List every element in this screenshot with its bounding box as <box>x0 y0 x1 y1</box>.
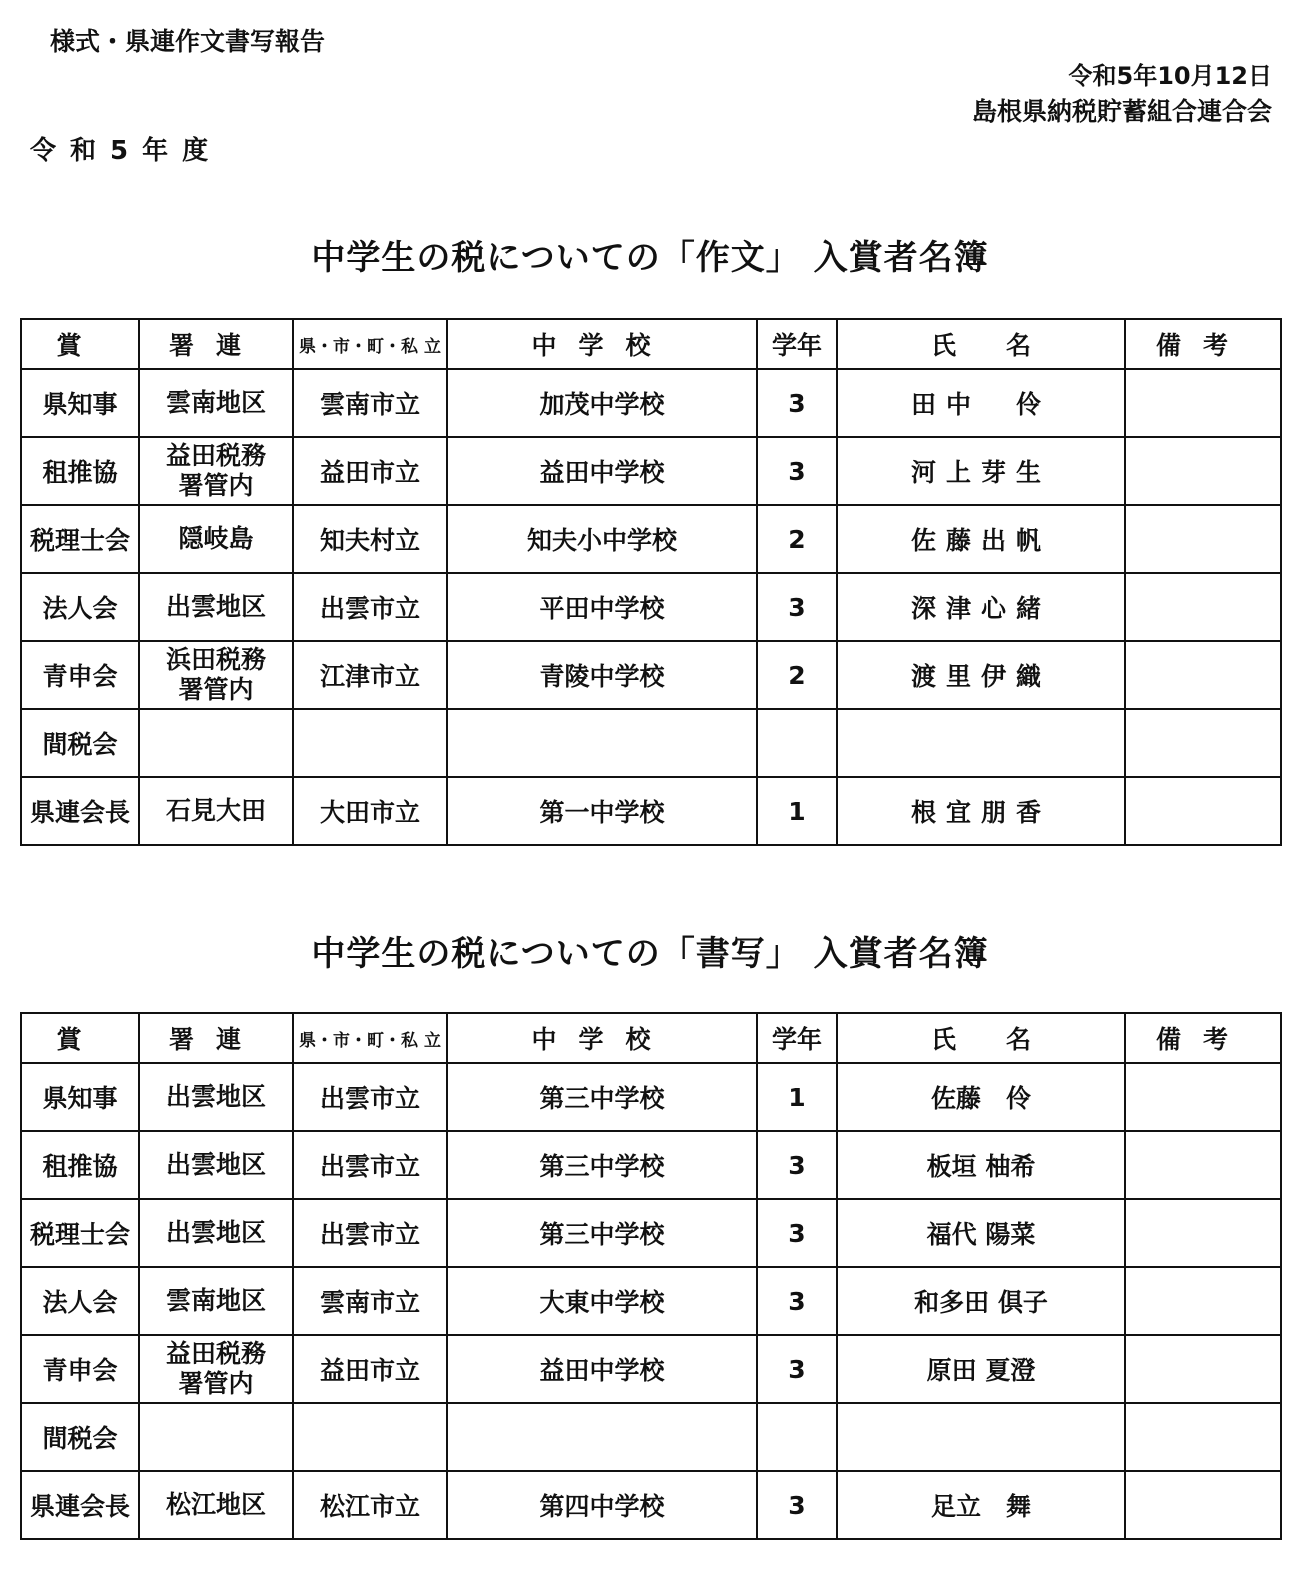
award-cell: 租推協 <box>21 437 139 505</box>
school-type-cell <box>293 709 447 777</box>
remarks-cell <box>1125 1335 1281 1403</box>
school-cell: 大東中学校 <box>447 1267 757 1335</box>
branch-cell <box>139 709 293 777</box>
table-header-row <box>21 319 1281 369</box>
column-header-grade: 学年 <box>757 319 837 369</box>
award-cell: 租推協 <box>21 1131 139 1199</box>
award-cell: 県知事 <box>21 1063 139 1131</box>
column-header-name: 氏 名 <box>837 319 1125 369</box>
branch-cell <box>139 573 293 641</box>
table-row <box>21 1267 1281 1335</box>
school-cell: 第三中学校 <box>447 1131 757 1199</box>
column-header-school-type: 県・市・町・私 立 <box>293 319 447 369</box>
school-type-cell: 出雲市立 <box>293 1063 447 1131</box>
branch-cell <box>139 1267 293 1335</box>
school-cell: 第一中学校 <box>447 777 757 845</box>
name-cell <box>837 709 1125 777</box>
table-row <box>21 437 1281 505</box>
school-type-cell: 益田市立 <box>293 1335 447 1403</box>
grade-cell <box>757 709 837 777</box>
calligraphy-winners-table <box>20 1012 1282 1540</box>
grade-cell: 3 <box>757 1199 837 1267</box>
school-type-cell: 知夫村立 <box>293 505 447 573</box>
branch-text: 益田税務署管内 <box>165 441 266 500</box>
remarks-cell <box>1125 1199 1281 1267</box>
table-row <box>21 641 1281 709</box>
award-cell: 税理士会 <box>21 1199 139 1267</box>
branch-text: 隠岐島 <box>178 524 254 553</box>
grade-cell: 2 <box>757 641 837 709</box>
table-row <box>21 369 1281 437</box>
essay-winners-table <box>20 318 1282 846</box>
branch-text: 松江地区 <box>165 1490 266 1519</box>
form-label: 様式・県連作文書写報告 <box>50 27 326 56</box>
branch-text: 雲南地区 <box>165 388 266 417</box>
branch-cell <box>139 777 293 845</box>
school-cell: 第四中学校 <box>447 1471 757 1539</box>
school-cell: 知夫小中学校 <box>447 505 757 573</box>
branch-cell <box>139 641 293 709</box>
school-cell: 益田中学校 <box>447 437 757 505</box>
remarks-cell <box>1125 573 1281 641</box>
remarks-cell <box>1125 505 1281 573</box>
branch-cell <box>139 1199 293 1267</box>
school-type-cell: 雲南市立 <box>293 369 447 437</box>
name-cell: 根宜朋香 <box>837 777 1125 845</box>
award-cell: 税理士会 <box>21 505 139 573</box>
name-cell: 田中 伶 <box>837 369 1125 437</box>
award-cell: 法人会 <box>21 1267 139 1335</box>
school-cell: 益田中学校 <box>447 1335 757 1403</box>
table-header-row <box>21 1013 1281 1063</box>
school-type-cell: 益田市立 <box>293 437 447 505</box>
school-cell: 青陵中学校 <box>447 641 757 709</box>
branch-cell <box>139 1403 293 1471</box>
calligraphy-section-title: 中学生の税についての「書写」 入賞者名簿 <box>311 934 989 974</box>
school-type-cell: 出雲市立 <box>293 573 447 641</box>
column-header-school: 中学校 <box>447 1013 757 1063</box>
remarks-cell <box>1125 777 1281 845</box>
column-header-remarks: 備考 <box>1125 1013 1281 1063</box>
grade-cell: 3 <box>757 1267 837 1335</box>
name-cell: 板垣 柚希 <box>837 1131 1125 1199</box>
branch-text: 出雲地区 <box>165 1218 266 1247</box>
remarks-cell <box>1125 1063 1281 1131</box>
school-type-cell: 雲南市立 <box>293 1267 447 1335</box>
column-header-branch: 署連 <box>139 319 293 369</box>
school-cell <box>447 709 757 777</box>
report-date: 令和5年10月12日 <box>1068 62 1272 90</box>
grade-cell: 3 <box>757 1131 837 1199</box>
table-row <box>21 1199 1281 1267</box>
column-header-grade: 学年 <box>757 1013 837 1063</box>
award-cell: 県連会長 <box>21 777 139 845</box>
award-cell: 県知事 <box>21 369 139 437</box>
name-cell <box>837 1403 1125 1471</box>
column-header-award: 賞 <box>21 1013 139 1063</box>
grade-cell: 3 <box>757 369 837 437</box>
school-type-cell: 大田市立 <box>293 777 447 845</box>
grade-cell: 3 <box>757 1471 837 1539</box>
name-cell: 佐藤出帆 <box>837 505 1125 573</box>
fiscal-year: 令和5年度 <box>30 136 223 166</box>
name-cell: 深津心緒 <box>837 573 1125 641</box>
table-row <box>21 1403 1281 1471</box>
table-row <box>21 777 1281 845</box>
school-cell: 加茂中学校 <box>447 369 757 437</box>
grade-cell: 3 <box>757 437 837 505</box>
grade-cell: 1 <box>757 1063 837 1131</box>
branch-text: 益田税務署管内 <box>165 1339 266 1398</box>
remarks-cell <box>1125 437 1281 505</box>
table-row <box>21 1063 1281 1131</box>
column-header-award: 賞 <box>21 319 139 369</box>
branch-text: 出雲地区 <box>165 592 266 621</box>
name-cell: 渡里伊織 <box>837 641 1125 709</box>
table-row <box>21 1131 1281 1199</box>
award-cell: 間税会 <box>21 709 139 777</box>
column-header-name: 氏 名 <box>837 1013 1125 1063</box>
school-type-cell: 江津市立 <box>293 641 447 709</box>
column-header-school: 中学校 <box>447 319 757 369</box>
branch-cell <box>139 1063 293 1131</box>
name-cell: 佐藤 伶 <box>837 1063 1125 1131</box>
branch-text: 石見大田 <box>165 796 266 825</box>
school-cell: 平田中学校 <box>447 573 757 641</box>
grade-cell: 2 <box>757 505 837 573</box>
table-row <box>21 1471 1281 1539</box>
remarks-cell <box>1125 1471 1281 1539</box>
award-cell: 法人会 <box>21 573 139 641</box>
branch-text: 雲南地区 <box>165 1286 266 1315</box>
name-cell: 河上芽生 <box>837 437 1125 505</box>
name-cell: 福代 陽菜 <box>837 1199 1125 1267</box>
school-type-cell: 出雲市立 <box>293 1131 447 1199</box>
remarks-cell <box>1125 1403 1281 1471</box>
school-type-cell <box>293 1403 447 1471</box>
branch-cell <box>139 1471 293 1539</box>
name-cell: 足立 舞 <box>837 1471 1125 1539</box>
branch-text: 浜田税務署管内 <box>165 645 266 704</box>
column-header-branch: 署連 <box>139 1013 293 1063</box>
school-type-cell: 松江市立 <box>293 1471 447 1539</box>
grade-cell: 1 <box>757 777 837 845</box>
branch-cell <box>139 1131 293 1199</box>
remarks-cell <box>1125 369 1281 437</box>
name-cell: 和多田 倶子 <box>837 1267 1125 1335</box>
column-header-school-type: 県・市・町・私 立 <box>293 1013 447 1063</box>
essay-section-title: 中学生の税についての「作文」 入賞者名簿 <box>311 238 989 278</box>
branch-text: 出雲地区 <box>165 1150 266 1179</box>
branch-cell <box>139 369 293 437</box>
remarks-cell <box>1125 1131 1281 1199</box>
table-row <box>21 573 1281 641</box>
table-row <box>21 709 1281 777</box>
grade-cell <box>757 1403 837 1471</box>
branch-text: 出雲地区 <box>165 1082 266 1111</box>
remarks-cell <box>1125 709 1281 777</box>
remarks-cell <box>1125 1267 1281 1335</box>
school-cell: 第三中学校 <box>447 1199 757 1267</box>
branch-cell <box>139 505 293 573</box>
grade-cell: 3 <box>757 1335 837 1403</box>
remarks-cell <box>1125 641 1281 709</box>
branch-cell <box>139 437 293 505</box>
table-row <box>21 505 1281 573</box>
award-cell: 青申会 <box>21 1335 139 1403</box>
table-row <box>21 1335 1281 1403</box>
school-type-cell: 出雲市立 <box>293 1199 447 1267</box>
branch-cell <box>139 1335 293 1403</box>
award-cell: 県連会長 <box>21 1471 139 1539</box>
column-header-remarks: 備考 <box>1125 319 1281 369</box>
name-cell: 原田 夏澄 <box>837 1335 1125 1403</box>
grade-cell: 3 <box>757 573 837 641</box>
award-cell: 間税会 <box>21 1403 139 1471</box>
school-cell: 第三中学校 <box>447 1063 757 1131</box>
school-cell <box>447 1403 757 1471</box>
organization-name: 島根県納税貯蓄組合連合会 <box>971 97 1272 126</box>
award-cell: 青申会 <box>21 641 139 709</box>
